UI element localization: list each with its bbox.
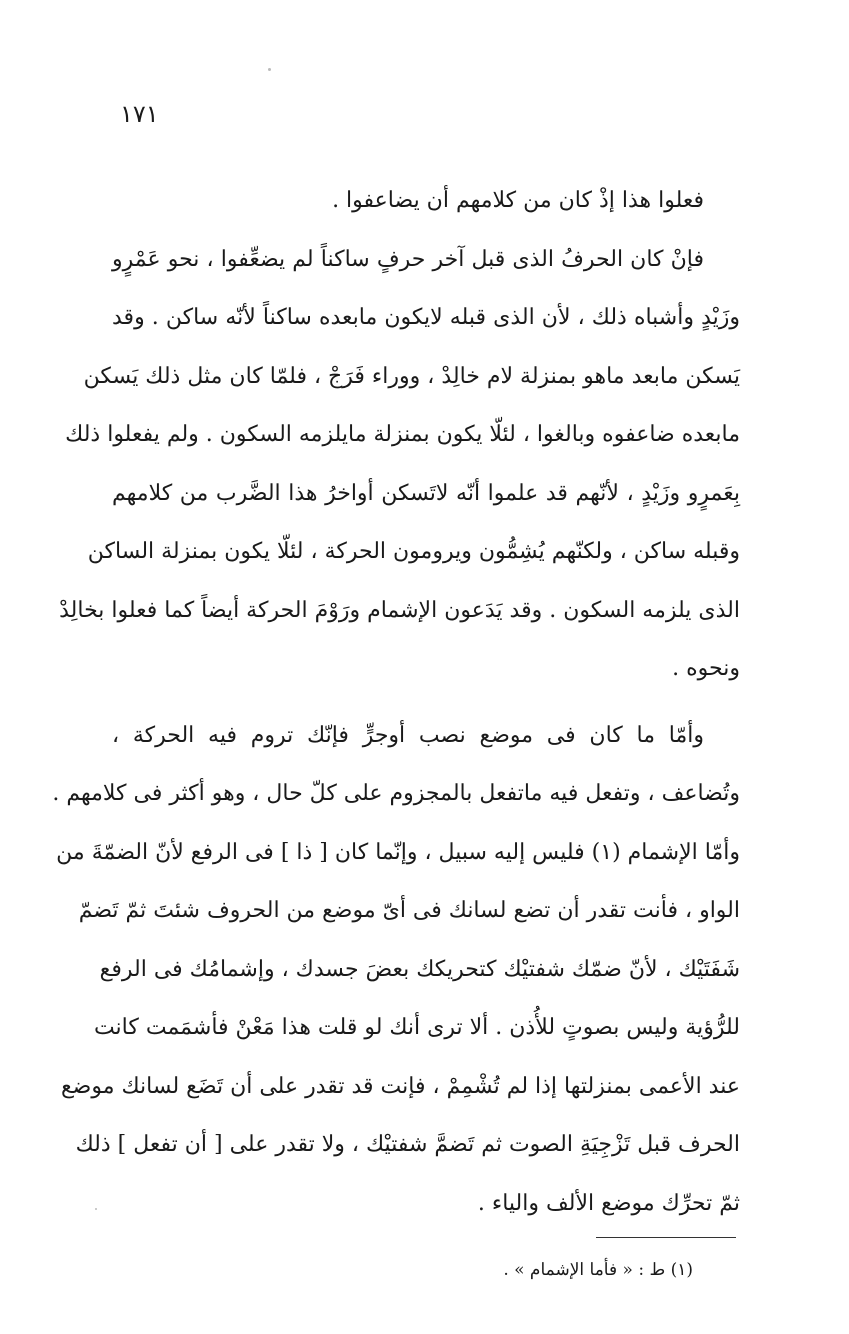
text-line: ونحوه . bbox=[672, 656, 740, 681]
text-line: وقبله ساكن ، ولكنّهم يُشِمُّون ويرومون الحركة ، لئلّا يكون بمنزلة الساكن bbox=[87, 539, 740, 564]
text-line: يَسكن مابعد ماهو بمنزلة لام خالِدْ ، ووراء فَرَجْ ، فلمّا كان مثل ذلك يَسكن bbox=[83, 363, 740, 389]
text-line: الواو ، فأنت تقدر أن تضع لسانك فى أىّ موضع من الحروف شئتَ ثمّ تَضمّ bbox=[78, 898, 740, 923]
text-line: مابعده ضاعفوه وبالغوا ، لئلّا يكون بمنزلة مايلزمه السكون . ولم يفعلوا ذلك bbox=[65, 422, 740, 447]
scan-speck bbox=[268, 68, 271, 71]
text-line: وأمّا ما كان فى موضع نصب أوجرٍّ فإنّك تروم فيه الحركة ، bbox=[112, 722, 704, 748]
text-line: عند الأعمى بمنزلتها إذا لم تُشْمِمْ ، فإنت قد تقدر على أن تَضَع لسانك موضع bbox=[60, 1073, 740, 1099]
text-line: الحرف قبل تَزْجِيَةِ الصوت ثم تَضمَّ شفتيْك ، ولا تقدر على [ أن تفعل ] ذلك bbox=[75, 1132, 740, 1157]
text-line: بِعَمرٍو وزَيْدٍ ، لأنّهم قد علموا أنّه لاتَسكن أواخرُ هذا الضَّرب من كلامهم bbox=[112, 480, 740, 506]
paragraph-gap bbox=[112, 699, 740, 707]
text-line: للرُّؤية وليس بصوتٍ للأُذن . ألا ترى أنك لو قلت هذا مَعْنْ فأشمَمت كانت bbox=[93, 1015, 740, 1040]
footnote-divider bbox=[596, 1237, 736, 1238]
text-line: فإنْ كان الحرفُ الذى قبل آخر حرفٍ ساكناً لم يضعِّفوا ، نحو عَمْرٍو bbox=[112, 246, 704, 272]
footnote: (١) ط : « فأما الإشمام » . bbox=[503, 1260, 693, 1280]
text-line: ثمّ تحرِّك موضع الألف والياء . bbox=[477, 1190, 740, 1216]
page-number: ١٧١ bbox=[120, 100, 159, 128]
text-line: وأمّا الإشمام (١) فليس إليه سبيل ، وإنّما كان [ ذا ] فى الرفع لأنّ الضمّةَ من bbox=[56, 839, 740, 865]
body-text bbox=[52, 172, 740, 1233]
text-line: وزَيْدٍ وأشباه ذلك ، لأن الذى قبله لايكون مابعده ساكناً لأنّه ساكن . وقد bbox=[112, 305, 740, 330]
text-line: الذى يلزمه السكون . وقد يَدَعون الإشمام ورَوْمَ الحركة أيضاً كما فعلوا بخالِدْ bbox=[59, 597, 740, 623]
text-line: وتُضاعف ، وتفعل فيه ماتفعل بالمجزوم على كلّ حال ، وهو أكثر فى كلامهم . bbox=[52, 781, 740, 806]
scan-speck bbox=[95, 1208, 97, 1210]
text-line: فعلوا هذا إذْ كان من كلامهم أن يضاعفوا . bbox=[332, 188, 704, 213]
text-line: شَفَتَيْك ، لأنّ ضمّك شفتيْك كتحريكك بعضَ جسدك ، وإشمامُك فى الرفع bbox=[99, 956, 740, 982]
